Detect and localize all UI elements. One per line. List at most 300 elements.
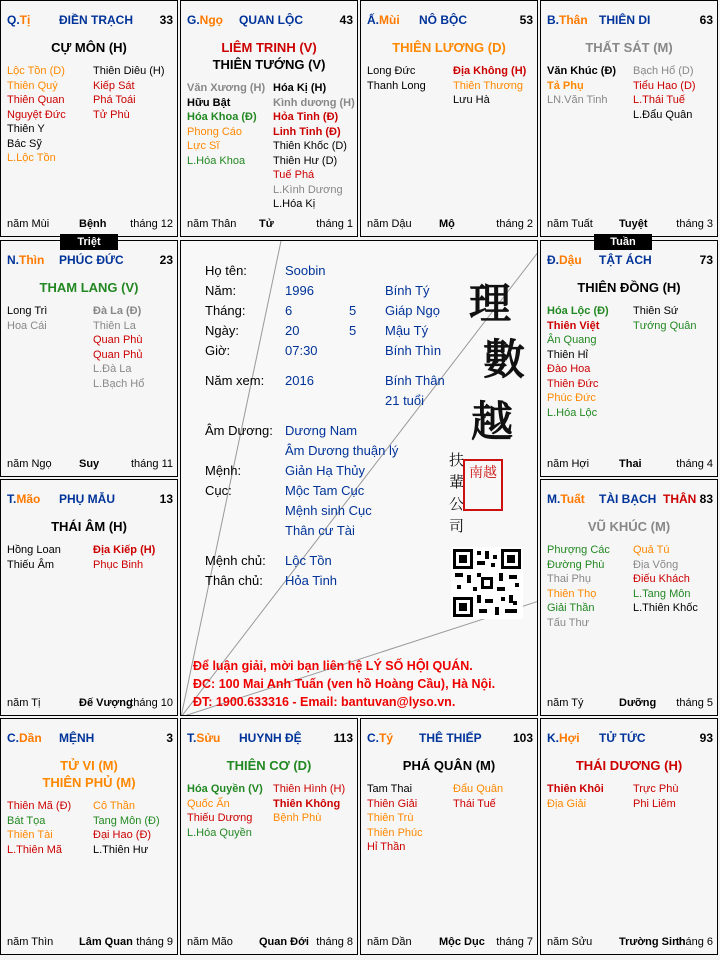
palace-cell-hoi[interactable] bbox=[540, 718, 718, 955]
minor-star[interactable]: Hỉ Thần bbox=[367, 841, 406, 853]
minor-star[interactable]: Thanh Long bbox=[367, 79, 426, 92]
main-star[interactable]: THIÊN LƯƠNG (D) bbox=[392, 40, 506, 55]
minor-stars-right bbox=[93, 799, 160, 857]
minor-star[interactable]: Thiên Giải bbox=[367, 797, 418, 810]
life-stage: Mộ bbox=[439, 218, 455, 230]
minor-stars-left bbox=[547, 543, 610, 630]
life-stage: Lâm Quan bbox=[79, 936, 133, 948]
palace-position: K.Hợi bbox=[547, 731, 580, 745]
calligraphy-char-1: 理 bbox=[469, 279, 512, 328]
minor-star[interactable]: Hoa Cái bbox=[7, 319, 47, 332]
minor-star[interactable]: Bát Tọa bbox=[7, 814, 46, 827]
life-stage: Đế Vượng bbox=[79, 697, 133, 709]
limit-month: tháng 6 bbox=[676, 936, 713, 948]
minor-stars-left bbox=[187, 81, 265, 168]
minor-stars-right bbox=[633, 543, 698, 616]
palace-position: Đ.Dậu bbox=[547, 253, 582, 267]
minor-star[interactable]: Địa Võng bbox=[633, 558, 679, 571]
palace-number: 3 bbox=[166, 731, 173, 745]
minor-stars-right bbox=[93, 543, 155, 572]
minor-star[interactable]: Phúc Đức bbox=[547, 392, 596, 404]
main-stars bbox=[361, 39, 537, 56]
tuan-marker: Tuần bbox=[594, 234, 652, 250]
limit-year: năm Dần bbox=[367, 936, 412, 948]
minor-star[interactable]: L.Thiên Khốc bbox=[633, 602, 698, 614]
palace-position: B.Thân bbox=[547, 13, 588, 27]
minor-star[interactable]: Thiên Đức bbox=[547, 377, 599, 390]
year-can: Bính Tý bbox=[385, 283, 430, 298]
minor-star[interactable]: Lưu Hà bbox=[453, 94, 490, 106]
menhchu-value: Lộc Tồn bbox=[285, 553, 332, 568]
main-star[interactable]: VŨ KHÚC (M) bbox=[587, 519, 671, 534]
minor-star[interactable]: Quả Tú bbox=[633, 544, 670, 556]
main-star[interactable]: THAM LANG (V) bbox=[39, 280, 139, 295]
palace-position: T.Mão bbox=[7, 492, 41, 506]
minor-star[interactable]: Đào Hoa bbox=[547, 363, 591, 375]
minor-star[interactable]: Kiếp Sát bbox=[93, 79, 135, 92]
minor-star[interactable]: Lực Sĩ bbox=[187, 140, 220, 152]
limit-month: tháng 5 bbox=[676, 697, 713, 709]
palace-name: NÔ BỘC bbox=[419, 13, 467, 27]
minor-star[interactable]: Thiên Không bbox=[273, 797, 341, 810]
minor-star[interactable]: Bạch Hổ (D) bbox=[633, 65, 694, 77]
minor-star[interactable]: Hóa Khoa (Đ) bbox=[187, 111, 257, 123]
minor-star[interactable]: Thiên Khốc (D) bbox=[273, 140, 347, 152]
minor-star[interactable]: L.Thiên Mã bbox=[7, 843, 63, 856]
minor-star[interactable]: Phượng Các bbox=[547, 544, 610, 556]
life-stage: Trường Sinh bbox=[619, 936, 686, 948]
minor-stars-right bbox=[453, 782, 503, 811]
palace-position: C.Tý bbox=[367, 731, 394, 745]
main-star[interactable]: LIÊM TRINH (V) bbox=[221, 40, 317, 55]
palace-number: 33 bbox=[159, 13, 173, 27]
main-star[interactable]: CỰ MÔN (H) bbox=[51, 40, 127, 55]
minor-star[interactable]: Thiên La bbox=[93, 319, 136, 332]
palace-cell-thin[interactable] bbox=[0, 240, 178, 477]
year-label: Năm: bbox=[205, 283, 237, 298]
palace-number: 43 bbox=[339, 13, 353, 27]
minor-star[interactable]: LN.Văn Tinh bbox=[547, 94, 608, 106]
menh-value: Giản Hạ Thủy bbox=[285, 463, 365, 478]
limit-year: năm Dậu bbox=[367, 218, 412, 230]
small-cn-3: 公 bbox=[449, 495, 465, 513]
palace-footer bbox=[547, 458, 713, 472]
minor-star[interactable]: Thiên Quan bbox=[7, 94, 65, 106]
minor-star[interactable]: Lộc Tồn (D) bbox=[7, 65, 65, 77]
limit-month: tháng 3 bbox=[676, 218, 713, 230]
minor-star[interactable]: L.Thiên Hư bbox=[93, 843, 149, 856]
palace-number: 23 bbox=[159, 253, 173, 267]
palace-header bbox=[547, 731, 713, 747]
palace-number: 13 bbox=[159, 492, 173, 506]
minor-star[interactable]: Thiên Tài bbox=[7, 829, 53, 841]
minor-star[interactable]: L.Tang Môn bbox=[633, 587, 691, 600]
minor-star[interactable]: Phá Toái bbox=[93, 94, 136, 106]
limit-year: năm Hợi bbox=[547, 458, 590, 470]
small-cn-4: 司 bbox=[449, 517, 465, 535]
minor-star[interactable]: Tang Môn (Đ) bbox=[93, 814, 160, 827]
palace-position: C.Dần bbox=[7, 731, 42, 745]
minor-star[interactable]: Hóa Quyền (V) bbox=[187, 783, 263, 795]
triet-marker: Triệt bbox=[60, 234, 118, 250]
minor-star[interactable]: Trực Phù bbox=[633, 783, 679, 795]
month-value: 6 bbox=[285, 303, 293, 318]
main-star[interactable]: THIÊN TƯỚNG (V) bbox=[212, 57, 326, 72]
minor-star[interactable]: Quốc Ấn bbox=[187, 797, 230, 810]
main-stars bbox=[1, 518, 177, 535]
minor-star[interactable]: Tả Phụ bbox=[547, 79, 584, 92]
day-can: Mậu Tý bbox=[385, 323, 429, 338]
amduong-label: Âm Dương: bbox=[205, 423, 273, 438]
life-stage: Tuyệt bbox=[619, 218, 648, 230]
minor-star[interactable]: Thiên Việt bbox=[547, 319, 600, 332]
minor-star[interactable]: Địa Kiếp (H) bbox=[93, 544, 156, 556]
palace-name: MỆNH bbox=[59, 731, 95, 745]
palace-number: 63 bbox=[699, 13, 713, 27]
main-stars bbox=[361, 757, 537, 774]
minor-star[interactable]: Nguyệt Đức bbox=[7, 108, 66, 121]
minor-stars-right bbox=[93, 64, 165, 122]
minor-star[interactable]: Linh Tinh (Đ) bbox=[273, 125, 341, 138]
contact-phone-email[interactable]: ĐT: 1900.633316 - Email: bantuvan@lyso.vn. bbox=[193, 695, 456, 709]
minor-star[interactable]: L.Hóa Kị bbox=[273, 198, 316, 210]
palace-footer bbox=[187, 218, 353, 232]
hour-label: Giờ: bbox=[205, 343, 231, 358]
limit-month: tháng 10 bbox=[130, 697, 173, 709]
palace-name: PHỤ MẪU bbox=[59, 492, 115, 506]
minor-star[interactable]: Tiểu Hao (D) bbox=[633, 79, 696, 92]
minor-star[interactable]: Tử Phù bbox=[93, 108, 130, 121]
palace-cell-tuat[interactable] bbox=[540, 479, 718, 716]
minor-star[interactable]: Thiên Sứ bbox=[633, 305, 679, 317]
palace-number: 53 bbox=[519, 13, 533, 27]
cuc-relation: Mệnh sinh Cục bbox=[285, 503, 372, 518]
palace-cell-ty2[interactable] bbox=[360, 718, 538, 955]
minor-star[interactable]: Hóa Kị (H) bbox=[273, 82, 327, 94]
palace-header bbox=[7, 731, 173, 747]
limit-month: tháng 4 bbox=[676, 458, 713, 470]
thanchu-label: Thân chủ: bbox=[205, 573, 263, 588]
minor-stars-left bbox=[7, 799, 71, 857]
palace-cell-mui[interactable] bbox=[360, 0, 538, 237]
palace-header bbox=[7, 13, 173, 29]
hour-can: Bính Thìn bbox=[385, 343, 442, 358]
life-stage: Bệnh bbox=[79, 218, 107, 230]
palace-name: TỬ TỨC bbox=[599, 731, 646, 745]
palace-number: 93 bbox=[699, 731, 713, 745]
cuc-label: Cục: bbox=[205, 483, 232, 498]
palace-cell-ngo[interactable] bbox=[180, 0, 358, 237]
minor-star[interactable]: Tướng Quân bbox=[633, 319, 697, 332]
minor-stars-left bbox=[7, 543, 61, 572]
hour-value: 07:30 bbox=[285, 343, 318, 358]
main-star[interactable]: THÁI DƯƠNG (H) bbox=[575, 758, 683, 773]
main-stars bbox=[541, 757, 717, 774]
minor-star[interactable]: Hóa Lộc (Đ) bbox=[547, 305, 609, 317]
life-stage: Thai bbox=[619, 458, 642, 470]
minor-star[interactable]: Thiên Thọ bbox=[547, 587, 597, 600]
minor-star[interactable]: Hữu Bật bbox=[187, 96, 231, 109]
minor-star[interactable]: Kình dương (H) bbox=[273, 96, 355, 109]
name-label: Họ tên: bbox=[205, 263, 247, 278]
limit-year: năm Tý bbox=[547, 697, 584, 709]
palace-footer bbox=[367, 936, 533, 950]
minor-star[interactable]: Thiên Hình (H) bbox=[273, 783, 346, 795]
minor-stars-left bbox=[547, 782, 604, 811]
minor-star[interactable]: Thái Tuế bbox=[453, 797, 496, 810]
palace-footer bbox=[7, 697, 173, 711]
day-label: Ngày: bbox=[205, 323, 239, 338]
main-star[interactable]: THẤT SÁT (M) bbox=[585, 40, 673, 55]
minor-star[interactable]: Thiên Quý bbox=[7, 79, 58, 92]
limit-year: năm Mùi bbox=[7, 218, 50, 230]
minor-star[interactable]: L.Đà La bbox=[93, 363, 132, 375]
amduong-note: Âm Dương thuận lý bbox=[285, 443, 399, 458]
limit-year: năm Thân bbox=[187, 218, 237, 230]
minor-star[interactable]: Thiếu Âm bbox=[7, 558, 55, 571]
main-star[interactable]: PHÁ QUÂN (M) bbox=[402, 758, 496, 773]
palace-header bbox=[187, 731, 353, 747]
minor-star[interactable]: Bác Sỹ bbox=[7, 137, 42, 150]
minor-star[interactable]: L.Bạch Hổ bbox=[93, 377, 145, 390]
minor-stars-right bbox=[93, 304, 144, 391]
calligraphy-char-3: 越 bbox=[471, 397, 514, 446]
year-value: 1996 bbox=[285, 283, 314, 298]
minor-star[interactable]: Thiên Thương bbox=[453, 79, 524, 92]
palace-number: 103 bbox=[512, 731, 533, 745]
main-star[interactable]: THÁI ÂM (H) bbox=[51, 519, 127, 534]
palace-header bbox=[547, 253, 713, 269]
palace-footer bbox=[367, 218, 533, 232]
main-stars bbox=[541, 518, 717, 535]
limit-month: tháng 9 bbox=[136, 936, 173, 948]
calligraphy-char-2: 數 bbox=[483, 335, 526, 384]
minor-star[interactable]: Cô Thần bbox=[93, 800, 135, 812]
palace-footer bbox=[547, 218, 713, 232]
palace-name: THÊ THIẾP bbox=[419, 731, 482, 745]
palace-name: HUYNH ĐỆ bbox=[239, 731, 302, 745]
minor-star[interactable]: Đại Hao (Đ) bbox=[93, 829, 152, 841]
month-label: Tháng: bbox=[205, 303, 246, 318]
minor-star[interactable]: Thiên Diêu (H) bbox=[93, 65, 165, 77]
minor-star[interactable]: L.Hóa Quyền bbox=[187, 826, 252, 839]
amduong-value: Dương Nam bbox=[285, 423, 358, 438]
palace-header bbox=[7, 492, 173, 508]
life-stage: Dưỡng bbox=[619, 697, 657, 709]
palace-name: PHÚC ĐỨC bbox=[59, 253, 124, 267]
qr-code[interactable] bbox=[451, 547, 523, 619]
palace-footer bbox=[547, 697, 713, 711]
minor-star[interactable]: Điếu Khách bbox=[633, 573, 690, 585]
limit-month: tháng 7 bbox=[496, 936, 533, 948]
main-star[interactable]: THIÊN ĐỒNG (H) bbox=[577, 280, 681, 295]
minor-star[interactable]: Thiên Khôi bbox=[547, 783, 604, 795]
view-year-label: Năm xem: bbox=[205, 373, 265, 388]
limit-year: năm Ngọ bbox=[7, 458, 52, 470]
minor-star[interactable]: Thiên Hư (D) bbox=[273, 154, 338, 167]
minor-star[interactable]: Đẩu Quân bbox=[453, 783, 504, 795]
main-stars bbox=[541, 279, 717, 296]
limit-year: năm Sửu bbox=[547, 936, 593, 948]
palace-name: TÀI BẠCH bbox=[599, 492, 657, 506]
limit-year: năm Mão bbox=[187, 936, 233, 948]
limit-year: năm Tuất bbox=[547, 218, 593, 230]
palace-footer bbox=[7, 936, 173, 950]
cuc-value: Mộc Tam Cục bbox=[285, 483, 365, 498]
contact-line-1: Để luận giải, mời bạn liên hệ LÝ SỐ HỘI QUÁN. bbox=[193, 659, 473, 673]
minor-star[interactable]: Phong Cáo bbox=[187, 125, 243, 138]
menhchu-label: Mệnh chủ: bbox=[205, 553, 266, 568]
minor-star[interactable]: L.Thái Tuế bbox=[633, 94, 685, 106]
life-stage: Mộc Dục bbox=[439, 936, 485, 948]
palace-footer bbox=[7, 218, 173, 232]
palace-header bbox=[367, 13, 533, 29]
minor-star[interactable]: Tam Thai bbox=[367, 783, 413, 795]
palace-cell-mao[interactable] bbox=[0, 479, 178, 716]
minor-star[interactable]: Hồng Loan bbox=[7, 544, 61, 556]
palace-position: Ấ.Mùi bbox=[367, 13, 400, 27]
name-value: Soobin bbox=[285, 263, 326, 278]
day-lunar: 5 bbox=[349, 323, 357, 338]
minor-star[interactable]: Tấu Thư bbox=[547, 616, 590, 629]
limit-year: năm Tị bbox=[7, 697, 41, 709]
minor-stars-right bbox=[633, 782, 678, 811]
minor-star[interactable]: L.Đẩu Quân bbox=[633, 108, 693, 121]
palace-cell-ty[interactable] bbox=[0, 0, 178, 237]
minor-stars-left bbox=[7, 64, 66, 166]
palace-footer bbox=[547, 936, 713, 950]
minor-star[interactable]: Địa Giải bbox=[547, 797, 587, 810]
minor-star[interactable]: Quan Phù bbox=[93, 334, 143, 346]
main-stars bbox=[181, 757, 357, 774]
minor-stars-left bbox=[187, 782, 263, 840]
palace-cell-dan[interactable] bbox=[0, 718, 178, 955]
limit-month: tháng 2 bbox=[496, 218, 533, 230]
main-stars bbox=[541, 39, 717, 56]
limit-year: năm Thìn bbox=[7, 936, 54, 948]
palace-header bbox=[367, 731, 533, 747]
minor-star[interactable]: Phi Liêm bbox=[633, 797, 676, 810]
minor-star[interactable]: Thiếu Dương bbox=[187, 812, 253, 824]
minor-stars-left bbox=[547, 304, 609, 420]
minor-stars-right bbox=[633, 64, 696, 122]
minor-star[interactable]: Long Đức bbox=[367, 65, 416, 77]
palace-position: M.Tuất bbox=[547, 492, 585, 506]
minor-star[interactable]: Thiên Phúc bbox=[367, 826, 423, 839]
palace-name: QUAN LỘC bbox=[239, 13, 303, 27]
minor-star[interactable]: L.Lộc Tồn bbox=[7, 152, 56, 164]
main-star[interactable]: TỬ VI (M) bbox=[60, 758, 118, 773]
palace-position: G.Ngọ bbox=[187, 13, 223, 27]
month-can: Giáp Ngọ bbox=[385, 303, 440, 318]
minor-stars-left bbox=[367, 782, 423, 855]
minor-star[interactable]: Phục Binh bbox=[93, 558, 144, 571]
minor-star[interactable]: Long Trì bbox=[7, 305, 48, 317]
palace-cell-suu[interactable] bbox=[180, 718, 358, 955]
red-seal-stamp: 南越 bbox=[463, 459, 503, 511]
minor-star[interactable]: Thiên Mã (Đ) bbox=[7, 800, 72, 812]
palace-header bbox=[547, 492, 713, 508]
minor-star[interactable]: Ân Quang bbox=[547, 334, 597, 346]
view-year-can: Bính Thân bbox=[385, 373, 445, 388]
than-marker: THÂN bbox=[663, 492, 697, 506]
small-cn-1: 扶 bbox=[449, 451, 465, 469]
month-lunar: 5 bbox=[349, 303, 357, 318]
palace-position: N.Thìn bbox=[7, 253, 45, 267]
minor-stars-left bbox=[547, 64, 616, 108]
limit-month: tháng 1 bbox=[316, 218, 353, 230]
minor-stars-right bbox=[453, 64, 526, 108]
palace-number: 73 bbox=[699, 253, 713, 267]
limit-month: tháng 11 bbox=[130, 458, 173, 470]
main-stars bbox=[181, 39, 357, 73]
minor-star[interactable]: Thai Phụ bbox=[547, 573, 592, 585]
minor-star[interactable]: Địa Không (H) bbox=[453, 65, 527, 77]
main-star[interactable]: THIÊN CƠ (D) bbox=[226, 758, 312, 773]
palace-position: T.Sửu bbox=[187, 731, 221, 745]
minor-star[interactable]: Tuế Phá bbox=[273, 169, 315, 181]
main-stars bbox=[1, 39, 177, 56]
thanchu-value: Hỏa Tinh bbox=[285, 573, 338, 588]
life-stage: Tử bbox=[259, 218, 274, 230]
minor-star[interactable]: Thiên Hỉ bbox=[547, 348, 588, 361]
main-star[interactable]: THIÊN PHỦ (M) bbox=[42, 775, 136, 790]
minor-stars-left bbox=[7, 304, 47, 333]
minor-star[interactable]: Bệnh Phù bbox=[273, 812, 322, 824]
view-year-value: 2016 bbox=[285, 373, 314, 388]
minor-star[interactable]: Đường Phù bbox=[547, 558, 605, 571]
contact-address: ĐC: 100 Mai Anh Tuấn (ven hồ Hoàng Cầu), Hà Nội. bbox=[193, 677, 496, 691]
palace-header bbox=[187, 13, 353, 29]
palace-footer bbox=[187, 936, 353, 950]
age-value: 21 tuổi bbox=[385, 393, 425, 408]
minor-star[interactable]: Thiên Trù bbox=[367, 812, 414, 824]
palace-number: 113 bbox=[333, 731, 353, 745]
palace-cell-dau[interactable] bbox=[540, 240, 718, 477]
minor-stars-right bbox=[273, 81, 355, 212]
minor-stars-left bbox=[367, 64, 426, 93]
palace-header bbox=[7, 253, 173, 269]
limit-month: tháng 12 bbox=[130, 218, 173, 230]
life-stage: Suy bbox=[79, 458, 100, 470]
menh-label: Mệnh: bbox=[205, 463, 242, 478]
center-info-panel bbox=[180, 240, 538, 716]
minor-star[interactable]: Quan Phủ bbox=[93, 348, 143, 361]
minor-star[interactable]: Hỏa Tinh (Đ) bbox=[273, 111, 339, 123]
small-cn-2: 輩 bbox=[449, 473, 465, 491]
palace-cell-than[interactable] bbox=[540, 0, 718, 237]
palace-position: Q.Tị bbox=[7, 13, 31, 27]
palace-footer bbox=[7, 458, 173, 472]
main-stars bbox=[1, 279, 177, 296]
minor-star[interactable]: Văn Xương (H) bbox=[187, 82, 266, 94]
minor-star[interactable]: Đà La (Đ) bbox=[93, 305, 142, 317]
palace-name: ĐIỀN TRẠCH bbox=[59, 13, 133, 27]
minor-stars-right bbox=[633, 304, 697, 333]
palace-name: TẬT ÁCH bbox=[599, 253, 652, 267]
minor-star[interactable]: L.Hóa Lộc bbox=[547, 406, 598, 419]
life-stage: Quan Đới bbox=[259, 936, 309, 948]
minor-star[interactable]: Văn Khúc (Đ) bbox=[547, 65, 617, 77]
minor-star[interactable]: L.Hóa Khoa bbox=[187, 154, 246, 167]
main-stars bbox=[1, 757, 177, 791]
minor-star[interactable]: L.Kình Dương bbox=[273, 183, 343, 196]
palace-header bbox=[547, 13, 713, 29]
day-value: 20 bbox=[285, 323, 300, 338]
palace-name: THIÊN DI bbox=[599, 13, 651, 27]
minor-star[interactable]: Thiên Y bbox=[7, 123, 45, 135]
minor-star[interactable]: Giải Thần bbox=[547, 602, 595, 614]
